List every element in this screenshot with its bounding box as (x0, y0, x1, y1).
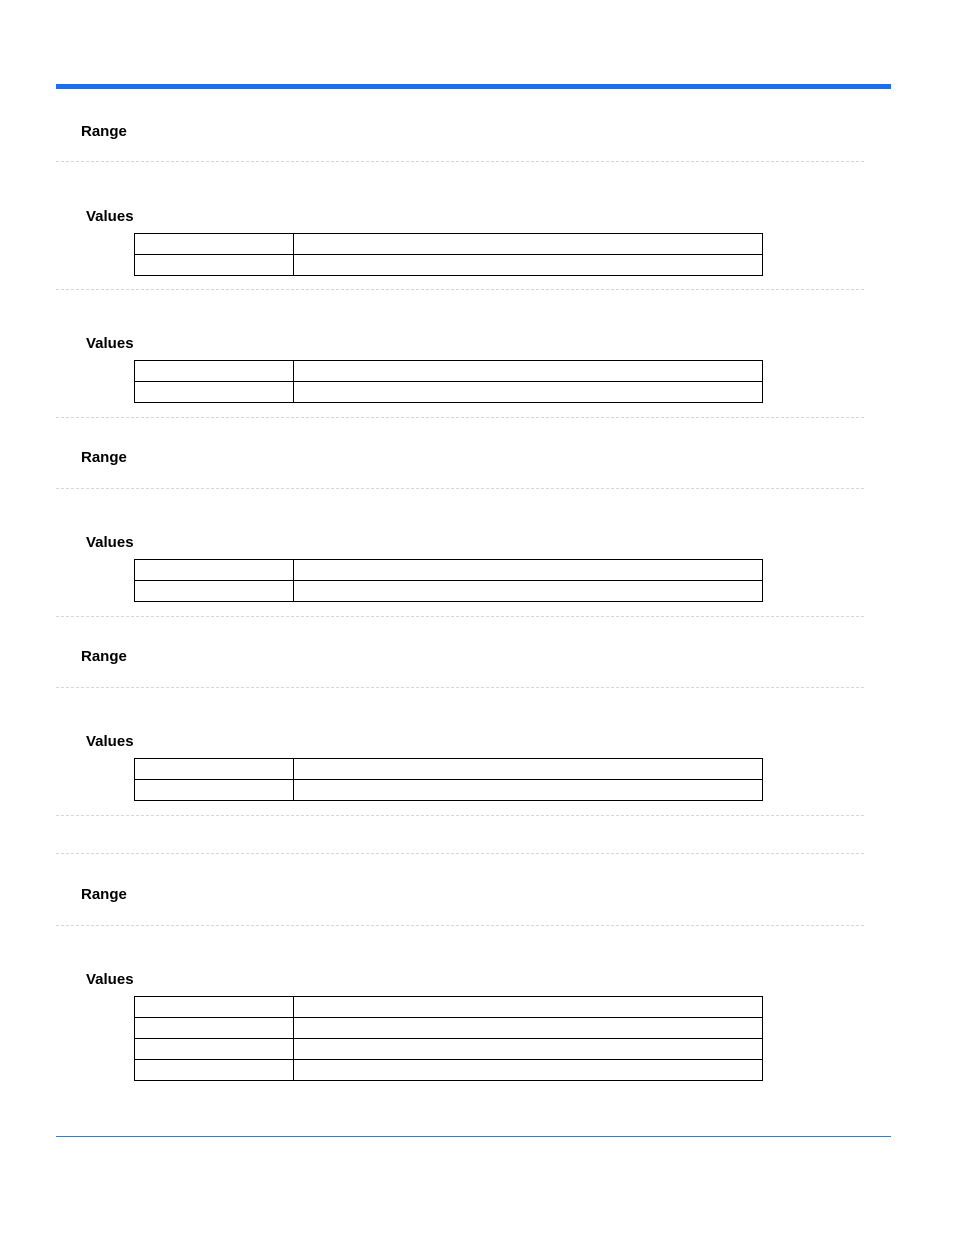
section-divider (56, 289, 864, 290)
table-cell (135, 1039, 294, 1060)
values-label: Values (86, 534, 134, 551)
table-cell (294, 382, 763, 403)
section-divider (56, 417, 864, 418)
table-cell (294, 361, 763, 382)
header-bar (56, 84, 891, 89)
table-cell (135, 234, 294, 255)
table-cell (135, 1018, 294, 1039)
table-row (135, 1039, 763, 1060)
table-cell (294, 997, 763, 1018)
footer-rule (56, 1136, 891, 1137)
range-label: Range (81, 886, 127, 903)
table-cell (135, 255, 294, 276)
range-label: Range (81, 648, 127, 665)
table-row (135, 1060, 763, 1081)
section-divider (56, 853, 864, 854)
table-cell (294, 780, 763, 801)
section-divider (56, 925, 864, 926)
table-cell (294, 1039, 763, 1060)
table-cell (294, 759, 763, 780)
table-cell (294, 255, 763, 276)
table-row (135, 255, 763, 276)
section-divider (56, 815, 864, 816)
table-row (135, 581, 763, 602)
table-cell (135, 581, 294, 602)
table-cell (294, 1060, 763, 1081)
range-label: Range (81, 449, 127, 466)
table-row (135, 234, 763, 255)
table-cell (135, 759, 294, 780)
table-cell (135, 382, 294, 403)
section-divider (56, 161, 864, 162)
table-cell (135, 780, 294, 801)
table-row (135, 1018, 763, 1039)
table-cell (294, 560, 763, 581)
range-label: Range (81, 123, 127, 140)
table-cell (294, 234, 763, 255)
values-table (134, 996, 763, 1081)
values-table (134, 360, 763, 403)
table-row (135, 759, 763, 780)
table-cell (135, 997, 294, 1018)
values-label: Values (86, 971, 134, 988)
table-row (135, 997, 763, 1018)
table-row (135, 780, 763, 801)
values-label: Values (86, 733, 134, 750)
section-divider (56, 616, 864, 617)
values-table (134, 559, 763, 602)
values-label: Values (86, 335, 134, 352)
section-divider (56, 488, 864, 489)
table-row (135, 361, 763, 382)
section-divider (56, 687, 864, 688)
table-cell (135, 560, 294, 581)
table-cell (135, 1060, 294, 1081)
table-cell (294, 581, 763, 602)
table-cell (294, 1018, 763, 1039)
table-cell (135, 361, 294, 382)
values-table (134, 758, 763, 801)
values-table (134, 233, 763, 276)
values-label: Values (86, 208, 134, 225)
table-row (135, 382, 763, 403)
table-row (135, 560, 763, 581)
